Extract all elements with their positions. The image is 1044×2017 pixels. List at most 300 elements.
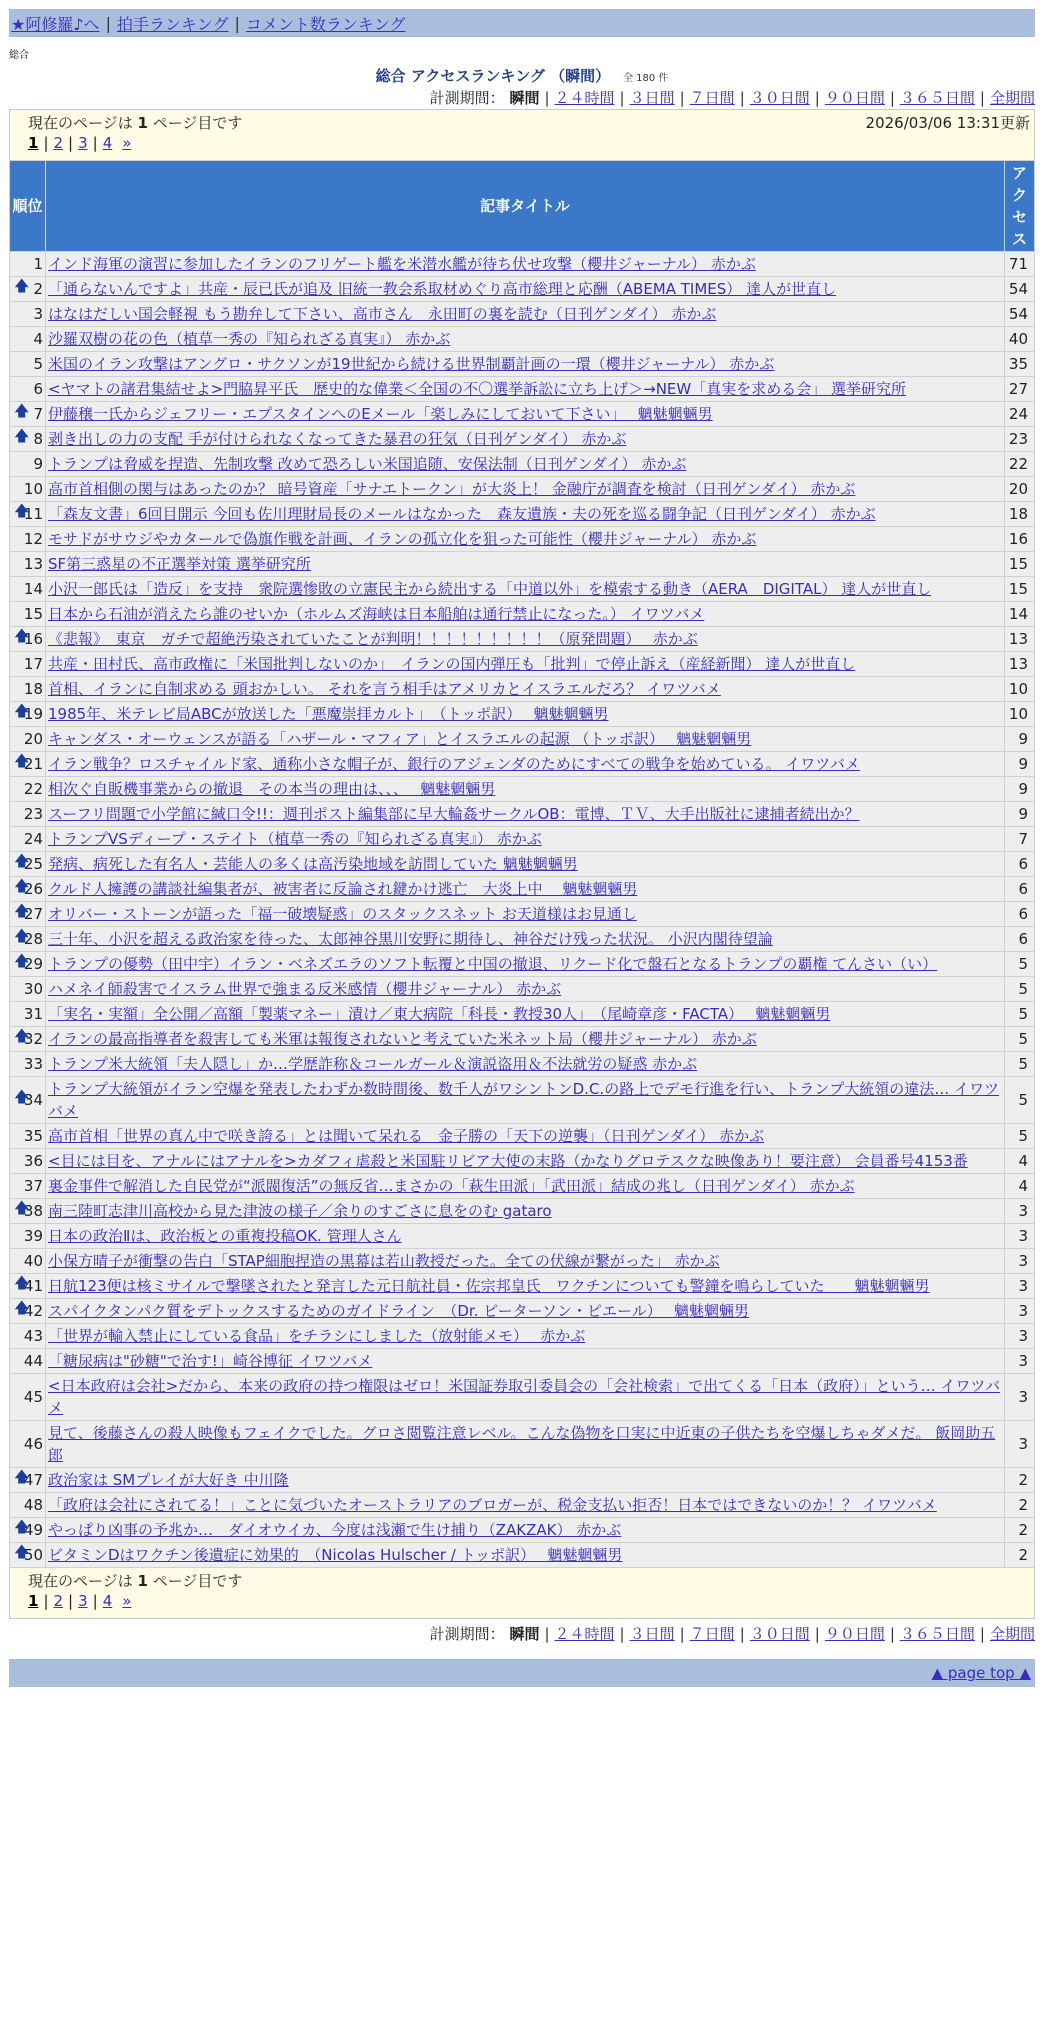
rank-number: 26: [23, 880, 43, 898]
pager-text: 現在のページは: [28, 1572, 133, 1590]
article-title-link[interactable]: 「実名・実額」全公開／高額「製薬マネー」漬け／東大病院「科長・教授30人」 （尾崎章彦・FACTA） 魑魅魍魎男: [48, 1005, 831, 1023]
rank-cell: [10, 1421, 46, 1468]
period-90d[interactable]: ９０日間: [824, 89, 885, 107]
article-title-link[interactable]: キャンダス・オーウェンスが語る「ハザール・マフィア」とイスラエルの起源 （トッポ訳） 魑魅魍魎男: [48, 730, 752, 748]
title-cell: [46, 1174, 1005, 1199]
article-title-link[interactable]: 「通らないんですよ」共産・辰已氏が追及 旧統一教会系取材めぐり高市総理と応酬（ABEMA TIMES） 達人が世直し: [48, 280, 837, 298]
period-label: 計測期間：: [429, 89, 505, 107]
title-cell: [46, 302, 1005, 327]
article-title-link[interactable]: トランプ大統領がイラン空爆を発表したわずか数時間後、数千人がワシントンD.C.の路上でデモ行進を行い、トランプ大統領の違法… イワツバメ: [48, 1080, 999, 1120]
period-90d[interactable]: ９０日間: [824, 1625, 885, 1643]
rank-number: 21: [23, 755, 43, 773]
title-cell: [46, 1421, 1005, 1468]
rank-cell: [10, 877, 46, 902]
rank-cell: [10, 477, 46, 502]
rank-number: 7: [33, 405, 43, 423]
rank-cell: [10, 1077, 46, 1124]
article-title-link[interactable]: 「世界が輸入禁止にしている食品」をチラシにしました（放射能メモ） 赤かぶ: [48, 1327, 586, 1345]
period-label: 計測期間：: [429, 1625, 505, 1643]
article-title-link[interactable]: SF第三惑星の不正選挙対策 選挙研究所: [48, 555, 311, 573]
title-cell: [46, 1349, 1005, 1374]
rank-cell: [10, 927, 46, 952]
access-count: 15: [1005, 552, 1035, 577]
page-4-link[interactable]: 4: [102, 134, 113, 152]
rank-number: 10: [23, 480, 43, 498]
title-cell: [46, 877, 1005, 902]
table-row: [10, 377, 1035, 402]
rank-number: 16: [23, 630, 43, 648]
nav-link-asyura[interactable]: ★阿修羅♪へ: [11, 14, 100, 34]
access-count: 14: [1005, 602, 1035, 627]
access-count: 3: [1005, 1199, 1035, 1224]
rank-number: 30: [23, 980, 43, 998]
article-title-link[interactable]: 米国のイラン攻撃はアングロ・サクソンが19世紀から続ける世界制覇計画の一環（櫻井ジャーナル） 赤かぶ: [48, 355, 775, 373]
access-count: 2: [1005, 1543, 1035, 1568]
period-7d[interactable]: ７日間: [689, 89, 735, 107]
access-count: 71: [1005, 252, 1035, 277]
title-cell: [46, 1374, 1005, 1421]
article-title-link[interactable]: やっぱり凶事の予兆か… ダイオウイカ、今度は浅瀬で生け捕り（ZAKZAK） 赤かぶ: [48, 1521, 622, 1539]
page-3-link[interactable]: 3: [78, 1592, 88, 1610]
article-title-link[interactable]: 南三陸町志津川高校から見た津波の様子／余りのすごさに息をのむ gataro: [48, 1202, 552, 1220]
up-arrow-icon: 🡅: [14, 1198, 30, 1217]
access-count: 5: [1005, 977, 1035, 1002]
article-title-link[interactable]: <目には目を、アナルにはアナルを>カダフィ虐殺と米国駐リビア大使の末路（かなりグロテスクな映像あり！要注意） 会員番号4153番: [48, 1152, 968, 1170]
title-cell: [46, 927, 1005, 952]
pager-current-number: 1: [137, 1572, 148, 1590]
page-1-current: 1: [28, 1592, 39, 1610]
nav-link-comment-ranking[interactable]: コメント数ランキング: [245, 14, 406, 34]
access-count: 5: [1005, 952, 1035, 977]
access-count: 13: [1005, 652, 1035, 677]
rank-number: 13: [23, 555, 43, 573]
rank-cell: [10, 602, 46, 627]
table-row: [10, 527, 1035, 552]
period-all[interactable]: 全期間: [989, 1625, 1035, 1643]
table-row: [10, 1002, 1035, 1027]
table-row: [10, 1299, 1035, 1324]
article-title-link[interactable]: トランプの優勢（田中宇）イラン・ベネズエラのソフト転覆と中国の撤退、リクード化で盤石となるトランプの覇権 てんさい（い）: [48, 955, 938, 973]
article-title-link[interactable]: 伊藤穣一氏からジェフリー・エプスタインへのEメール「楽しみにしておいて下さい」 魑魅魍魎男: [48, 405, 713, 423]
table-row: [10, 677, 1035, 702]
article-title-link[interactable]: 小保方晴子が衝撃の告白「STAP細胞捏造の黒幕は若山教授だった。全ての伏線が繋がった」 赤かぶ: [48, 1252, 720, 1270]
page-title: 総合 アクセスランキング （瞬間）: [375, 67, 611, 85]
rank-cell: [10, 1274, 46, 1299]
access-count: 15: [1005, 577, 1035, 602]
rank-number: 44: [23, 1352, 43, 1370]
period-365d[interactable]: ３６５日間: [899, 1625, 975, 1643]
title-cell: [46, 1002, 1005, 1027]
up-arrow-icon: 🡅: [14, 851, 30, 870]
header-rank: 順位: [10, 161, 46, 252]
period-365d[interactable]: ３６５日間: [899, 89, 975, 107]
period-3d[interactable]: ３日間: [629, 89, 675, 107]
access-count: 20: [1005, 477, 1035, 502]
up-arrow-icon: 🡅: [14, 1026, 30, 1045]
table-row: [10, 1149, 1035, 1174]
access-count: 4: [1005, 1174, 1035, 1199]
article-title-link[interactable]: 政治家は SMプレイが大好き 中川隆: [48, 1471, 289, 1489]
title-cell: [46, 677, 1005, 702]
up-arrow-icon: 🡅: [14, 1087, 30, 1106]
title-cell: [46, 1077, 1005, 1124]
title-cell: [46, 277, 1005, 302]
access-count: 5: [1005, 1124, 1035, 1149]
up-arrow-icon: 🡅: [14, 501, 30, 520]
period-all[interactable]: 全期間: [989, 89, 1035, 107]
title-cell: [46, 1493, 1005, 1518]
article-title-link[interactable]: インド海軍の演習に参加したイランのフリゲート艦を米潜水艦が待ち伏せ攻撃（櫻井ジャーナル） 赤かぶ: [48, 255, 756, 273]
table-row: [10, 302, 1035, 327]
page-links: 1 | 2 | 3 | 4 »: [28, 134, 132, 152]
table-row: [10, 852, 1035, 877]
page-next-link[interactable]: »: [122, 134, 132, 152]
title-cell: [46, 1224, 1005, 1249]
rank-cell: [10, 702, 46, 727]
article-title-link[interactable]: 高市首相側の関与はあったのか？ 暗号資産「サナエトークン」が大炎上！ 金融庁が調査を検討（日刊ゲンダイ） 赤かぶ: [48, 480, 856, 498]
rank-number: 6: [33, 380, 43, 398]
article-title-link[interactable]: スパイクタンパク質をデトックスするためのガイドライン （Dr. ピーターソン・ピエール） 魑魅魍魎男: [48, 1302, 749, 1320]
table-row: [10, 552, 1035, 577]
article-title-link[interactable]: 日本から石油が消えたら誰のせいか（ホルムズ海峡は日本船舶は通行禁止になった。） イワツバメ: [48, 605, 705, 623]
rank-number: 33: [23, 1055, 43, 1073]
rank-cell: [10, 1493, 46, 1518]
page-top-link[interactable]: ▲ page top ▲: [931, 1664, 1031, 1682]
rank-cell: [10, 577, 46, 602]
article-title-link[interactable]: 裏金事件で解消した自民党が“派閥復活”の無反省…まさかの「萩生田派」「武田派」結成の兆し（日刊ゲンダイ） 赤かぶ: [48, 1177, 855, 1195]
rank-number: 18: [23, 680, 43, 698]
rank-number: 20: [23, 730, 43, 748]
rank-cell: [10, 252, 46, 277]
page-next-link[interactable]: »: [122, 1592, 132, 1610]
access-count: 9: [1005, 752, 1035, 777]
up-arrow-icon: 🡅: [14, 876, 30, 895]
title-cell: [46, 1324, 1005, 1349]
article-title-link[interactable]: 「政府は会社にされてる！」ことに気づいたオーストラリアのブロガーが、税金支払い拒否！日本ではできないのか！？ イワツバメ: [48, 1496, 937, 1514]
rank-cell: [10, 1149, 46, 1174]
title-cell: [46, 552, 1005, 577]
section-label: 総合: [9, 50, 29, 61]
period-selector-bottom: 計測期間： 瞬間 | ２４時間 | ３日間 | ７日間 | ３０日間 | ９０日間 | ３６５日間 | 全期間: [429, 1625, 1035, 1643]
period-3d[interactable]: ３日間: [629, 1625, 675, 1643]
title-cell: [46, 802, 1005, 827]
period-current: 瞬間: [509, 1625, 540, 1643]
up-arrow-icon: 🡅: [14, 401, 30, 420]
rank-number: 50: [23, 1546, 43, 1564]
article-title-link[interactable]: 見て、後藤さんの殺人映像もフェイクでした。グロさ閲覧注意レベル。こんな偽物を口実に中近東の子供たちを空爆しちゃダメだ。 飯岡助五郎: [48, 1424, 996, 1464]
table-row: [10, 1052, 1035, 1077]
header-access: アクセス: [1005, 161, 1035, 252]
pager-text: 現在のページは: [28, 114, 133, 132]
access-count: 3: [1005, 1349, 1035, 1374]
access-count: 2: [1005, 1493, 1035, 1518]
article-title-link[interactable]: イラン戦争？ロスチャイルド家、通称小さな帽子が、銀行のアジェンダのためにすべての戦争を始めている。 イワツバメ: [48, 755, 860, 773]
title-cell: [46, 402, 1005, 427]
rank-cell: [10, 377, 46, 402]
rank-number: 24: [23, 830, 43, 848]
article-title-link[interactable]: トランプは脅威を捏造、先制攻撃 改めて恐ろしい米国追随、安保法制（日刊ゲンダイ） 赤かぶ: [48, 455, 687, 473]
title-cell: [46, 377, 1005, 402]
table-row: [10, 627, 1035, 652]
rank-number: 25: [23, 855, 43, 873]
rank-number: 31: [23, 1005, 43, 1023]
article-title-link[interactable]: イランの最高指導者を殺害しても米軍は報復されないと考えていた米ネット局（櫻井ジャーナル） 赤かぶ: [48, 1030, 757, 1048]
access-count: 5: [1005, 1077, 1035, 1124]
article-title-link[interactable]: 沙羅双樹の花の色（植草一秀の『知られざる真実』） 赤かぶ: [48, 330, 451, 348]
article-title-link[interactable]: 共産・田村氏、高市政権に「米国批判しないのか」 イランの国内弾圧も「批判」で停止訴え（産経新聞） 達人が世直し: [48, 655, 856, 673]
access-count: 22: [1005, 452, 1035, 477]
nav-separator: |: [105, 13, 111, 33]
table-row: [10, 502, 1035, 527]
access-count: 7: [1005, 827, 1035, 852]
period-24h[interactable]: ２４時間: [554, 1625, 615, 1643]
rank-number: 1: [33, 255, 43, 273]
article-title-link[interactable]: 日航123便は核ミサイルで撃墜されたと発言した元日航社員・佐宗邦皇氏 ワクチンについても警鐘を鳴らしていた 魑魅魍魎男: [48, 1277, 930, 1295]
article-title-link[interactable]: 《悲報》 東京 ガチで超絶汚染されていたことが判明！！！！！！！！！（原発問題） 赤かぶ: [48, 630, 698, 648]
rank-cell: [10, 552, 46, 577]
article-title-link[interactable]: スーフリ問題で小学館に緘口令!!：週刊ポスト編集部に早大輪姦サークルOB：電博、ＴＶ、大手出版社に逮捕者続出か？: [48, 805, 860, 823]
access-count: 27: [1005, 377, 1035, 402]
rank-cell: [10, 627, 46, 652]
table-row: [10, 702, 1035, 727]
up-arrow-icon: 🡅: [14, 751, 30, 770]
rank-number: 22: [23, 780, 43, 798]
rank-number: 41: [23, 1277, 43, 1295]
title-cell: [46, 577, 1005, 602]
access-count: 35: [1005, 352, 1035, 377]
access-count: 3: [1005, 1299, 1035, 1324]
article-title-link[interactable]: 相次ぐ自販機事業からの撤退 その本当の理由は、、、 魑魅魍魎男: [48, 780, 496, 798]
article-title-link[interactable]: <日本政府は会社>だから、本来の政府の持つ権限はゼロ！米国証券取引委員会の「会社検索」で出てくる「日本（政府）」という… イワツバメ: [48, 1377, 1001, 1417]
access-count: 13: [1005, 627, 1035, 652]
title-cell: [46, 1274, 1005, 1299]
title-cell: [46, 1052, 1005, 1077]
table-row: [10, 1493, 1035, 1518]
period-selector-top: 計測期間： 瞬間 | ２４時間 | ３日間 | ７日間 | ３０日間 | ９０日間 | ３６５日間 | 全期間: [429, 89, 1035, 107]
ranking-table: [9, 160, 1035, 1568]
access-count: 6: [1005, 852, 1035, 877]
access-count: 3: [1005, 1224, 1035, 1249]
up-arrow-icon: 🡅: [14, 951, 30, 970]
page-2-link[interactable]: 2: [53, 134, 64, 152]
pager-text: ページ目です: [152, 1572, 243, 1590]
table-row: [10, 652, 1035, 677]
period-30d[interactable]: ３０日間: [749, 1625, 810, 1643]
table-row: [10, 1468, 1035, 1493]
rank-number: 5: [33, 355, 43, 373]
access-count: 54: [1005, 302, 1035, 327]
title-cell: [46, 977, 1005, 1002]
rank-cell: [10, 527, 46, 552]
title-cell: [46, 1299, 1005, 1324]
table-row: [10, 1349, 1035, 1374]
rank-number: 46: [23, 1435, 43, 1453]
up-arrow-icon: 🡅: [14, 1273, 30, 1292]
title-cell: [46, 452, 1005, 477]
rank-number: 19: [23, 705, 43, 723]
current-page-text: [10, 1570, 1034, 1592]
rank-cell: [10, 852, 46, 877]
article-title-link[interactable]: 首相、イランに自制求める 頭おかしい。 それを言う相手はアメリカとイスラエルだろ？ イワツバメ: [48, 680, 721, 698]
up-arrow-icon: 🡅: [14, 1298, 30, 1317]
pager-bottom: [9, 1568, 1035, 1619]
rank-number: 3: [33, 305, 43, 323]
rank-cell: [10, 1249, 46, 1274]
period-current: 瞬間: [509, 89, 540, 107]
article-title-link[interactable]: オリバー・ストーンが語った「福一破壊疑惑」のスタックスネット お天道様はお見通し: [48, 905, 637, 923]
title-cell: [46, 527, 1005, 552]
rank-number: 15: [23, 605, 43, 623]
rank-number: 35: [23, 1127, 43, 1145]
table-row: [10, 1421, 1035, 1468]
up-arrow-icon: 🡅: [14, 1517, 30, 1536]
access-count: 9: [1005, 727, 1035, 752]
article-title-link[interactable]: ビタミンDはワクチン後遺症に効果的 （Nicolas Hulscher / トッポ訳） 魑魅魍魎男: [48, 1546, 623, 1564]
rank-cell: [10, 1199, 46, 1224]
article-title-link[interactable]: モサドがサウジやカタールで偽旗作戦を計画、イランの孤立化を狙った可能性（櫻井ジャーナル） 赤かぶ: [48, 530, 757, 548]
table-row: [10, 727, 1035, 752]
article-title-link[interactable]: 小沢一郎氏は「造反」を支持 衆院選惨敗の立憲民主から続出する「中道以外」を模索する動き（AERA DIGITAL） 達人が世直し: [48, 580, 932, 598]
article-title-link[interactable]: はなはだしい国会軽視 もう勘弁して下さい、高市さん 永田町の裏を読む（日刊ゲンダイ） 赤かぶ: [48, 305, 717, 323]
rank-cell: [10, 1543, 46, 1568]
table-row: [10, 952, 1035, 977]
table-row: [10, 1199, 1035, 1224]
up-arrow-icon: 🡅: [14, 1542, 30, 1561]
up-arrow-icon: 🡅: [14, 701, 30, 720]
rank-number: 42: [23, 1302, 43, 1320]
rank-cell: [10, 827, 46, 852]
article-title-link[interactable]: 発病、病死した有名人・芸能人の多くは高汚染地域を訪問していた 魑魅魍魎男: [48, 855, 578, 873]
article-title-link[interactable]: クルド人擁護の講談社編集者が、被害者に反論され鍵かけ逃亡 大炎上中 魑魅魍魎男: [48, 880, 638, 898]
rank-cell: [10, 452, 46, 477]
rank-number: 32: [23, 1030, 43, 1048]
title-cell: [46, 1027, 1005, 1052]
access-count: 10: [1005, 702, 1035, 727]
table-row: [10, 877, 1035, 902]
access-count: 3: [1005, 1274, 1035, 1299]
rank-number: 43: [23, 1327, 43, 1345]
title-cell: [46, 327, 1005, 352]
table-row: [10, 1518, 1035, 1543]
table-header-row: [10, 161, 1035, 252]
rank-cell: [10, 427, 46, 452]
article-title-link[interactable]: 「糖尿病は"砂糖"で治す!」崎谷博征 イワツバメ: [48, 1352, 373, 1370]
rank-cell: [10, 327, 46, 352]
title-cell: [46, 427, 1005, 452]
rank-number: 45: [23, 1388, 43, 1406]
up-arrow-icon: 🡅: [14, 926, 30, 945]
up-arrow-icon: 🡅: [14, 426, 30, 445]
rank-number: 14: [23, 580, 43, 598]
period-7d[interactable]: ７日間: [689, 1625, 735, 1643]
rank-cell: [10, 502, 46, 527]
up-arrow-icon: 🡅: [14, 626, 30, 645]
page-1-current: 1: [28, 134, 39, 152]
article-title-link[interactable]: 日本の政治Ⅱは、政治板との重複投稿OK. 管理人さん: [48, 1227, 402, 1245]
access-count: 9: [1005, 777, 1035, 802]
access-count: 3: [1005, 1324, 1035, 1349]
rank-cell: [10, 277, 46, 302]
period-24h[interactable]: ２４時間: [554, 89, 615, 107]
rank-cell: [10, 1027, 46, 1052]
access-count: 16: [1005, 527, 1035, 552]
header-title: 記事タイトル: [46, 161, 1005, 252]
table-row: [10, 1274, 1035, 1299]
up-arrow-icon: 🡅: [14, 1467, 30, 1486]
rank-number: 8: [33, 430, 43, 448]
rank-cell: [10, 902, 46, 927]
access-count: 24: [1005, 402, 1035, 427]
rank-cell: [10, 752, 46, 777]
table-row: [10, 1174, 1035, 1199]
title-cell: [46, 1518, 1005, 1543]
title-cell: [46, 1149, 1005, 1174]
title-cell: [46, 902, 1005, 927]
title-cell: [46, 252, 1005, 277]
rank-cell: [10, 802, 46, 827]
table-row: [10, 277, 1035, 302]
article-title-link[interactable]: トランプ米大統領「夫人隠し」か…学歴詐称＆コールガール＆演説盗用＆不法就労の疑惑 赤かぶ: [48, 1055, 698, 1073]
period-30d[interactable]: ３０日間: [749, 89, 810, 107]
rank-cell: [10, 352, 46, 377]
total-count: 全 180 件: [622, 73, 669, 84]
table-row: [10, 1249, 1035, 1274]
table-row: [10, 577, 1035, 602]
table-row: [10, 927, 1035, 952]
rank-cell: [10, 1174, 46, 1199]
article-title-link[interactable]: トランプVSディープ・ステイト（植草一秀の『知られざる真実』） 赤かぶ: [48, 830, 542, 848]
pager-text: ページ目です: [152, 114, 243, 132]
pager-top: [9, 109, 1035, 160]
page-4-link[interactable]: 4: [102, 1592, 113, 1610]
access-count: 3: [1005, 1249, 1035, 1274]
rank-number: 12: [23, 530, 43, 548]
title-cell: [46, 627, 1005, 652]
article-title-link[interactable]: <ヤマトの諸君集結せよ>門脇昇平氏 歴史的な偉業＜全国の不〇選挙訴訟に立ち上げ＞→NEW「真実を求める会」 選挙研究所: [48, 380, 907, 398]
nav-link-clap-ranking[interactable]: 拍手ランキング: [116, 14, 229, 34]
title-cell: [46, 502, 1005, 527]
article-title-link[interactable]: 「森友文書」6回目開示 今回も佐川理財局長のメールはなかった 森友遺族・夫の死を巡る闘争記（日刊ゲンダイ） 赤かぶ: [48, 505, 876, 523]
rank-number: 39: [23, 1227, 43, 1245]
table-row: [10, 827, 1035, 852]
title-cell: [46, 727, 1005, 752]
page-title-line: [9, 65, 1035, 85]
rank-number: 49: [23, 1521, 43, 1539]
access-count: 6: [1005, 902, 1035, 927]
page-3-link[interactable]: 3: [78, 134, 88, 152]
rank-number: 27: [23, 905, 43, 923]
article-title-link[interactable]: 剥き出しの力の支配 手が付けられなくなってきた暴君の狂気（日刊ゲンダイ） 赤かぶ: [48, 430, 627, 448]
rank-cell: [10, 777, 46, 802]
article-title-link[interactable]: 1985年、米テレビ局ABCが放送した「悪魔崇拝カルト」 （トッポ訳） 魑魅魍魎男: [48, 705, 609, 723]
title-cell: [46, 852, 1005, 877]
rank-number: 34: [23, 1091, 43, 1109]
access-count: 3: [1005, 1374, 1035, 1421]
article-title-link[interactable]: ハメネイ師殺害でイスラム世界で強まる反米感情（櫻井ジャーナル） 赤かぶ: [48, 980, 562, 998]
table-row: [10, 777, 1035, 802]
rank-cell: [10, 727, 46, 752]
title-cell: [46, 952, 1005, 977]
title-cell: [46, 702, 1005, 727]
title-cell: [46, 602, 1005, 627]
table-row: [10, 352, 1035, 377]
table-row: [10, 327, 1035, 352]
page-2-link[interactable]: 2: [53, 1592, 64, 1610]
article-title-link[interactable]: 三十年、小沢を超える政治家を待った、太郎神谷黒川安野に期待し、神谷だけ残った状況。 小沢内閣待望論: [48, 930, 773, 948]
title-cell: [46, 352, 1005, 377]
article-title-link[interactable]: 高市首相「世界の真ん中で咲き誇る」とは聞いて呆れる 金子勝の「天下の逆襲」（日刊ゲンダイ） 赤かぶ: [48, 1127, 765, 1145]
title-cell: [46, 1199, 1005, 1224]
